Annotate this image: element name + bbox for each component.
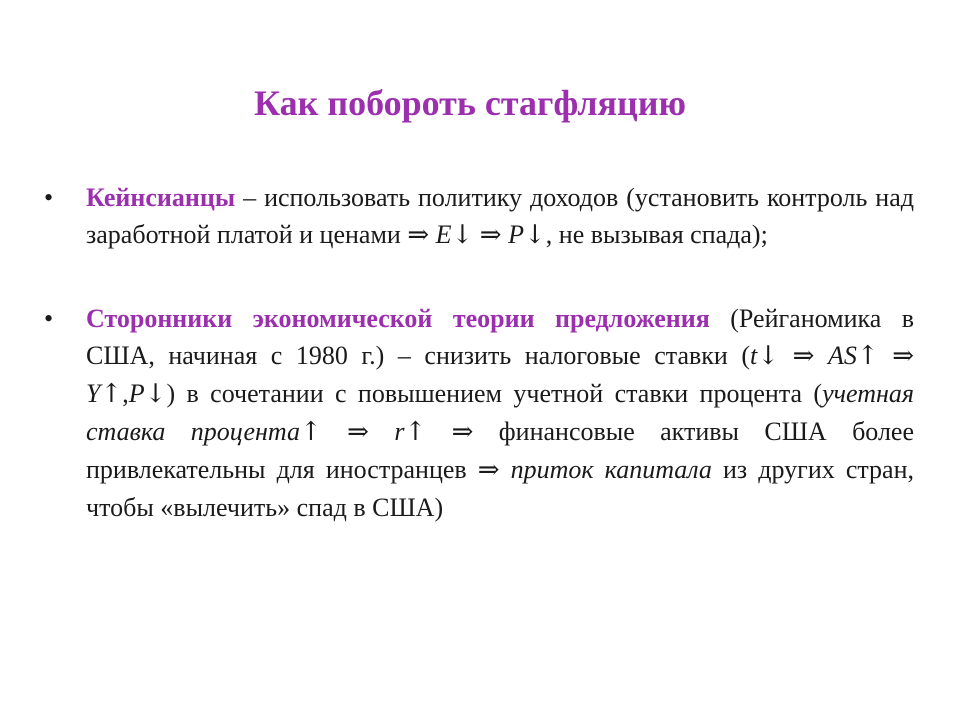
- var-y: Y: [86, 379, 101, 408]
- bullet-keynesians: [44, 179, 914, 254]
- arrow-up-icon: ↑: [100, 379, 123, 409]
- arrow-down-icon: ↓: [144, 379, 167, 409]
- implies-symbol: ⇒: [451, 417, 474, 447]
- rate-italic: учетная ставка процента: [86, 379, 914, 446]
- supply-side-term: Сторонники экономической теории предложения: [86, 304, 710, 333]
- text-segment: – использовать политику доходов (установить контроль над заработной платой и ценами: [86, 183, 914, 249]
- text-segment: ,: [122, 379, 129, 408]
- var-as: AS: [827, 341, 857, 370]
- bullet-supply-side: [44, 300, 914, 526]
- arrow-up-icon: ↑: [300, 417, 322, 447]
- slide-title: Как побороть стагфляцию: [253, 83, 687, 123]
- var-e: E: [435, 220, 452, 249]
- bullet-keynesians-text: [86, 179, 914, 254]
- bullet-dot: •: [44, 183, 54, 212]
- bullet-supply-side-text: [86, 300, 914, 526]
- arrow-down-icon: ↓: [523, 220, 546, 250]
- text-segment: ) в сочетании с повышением учетной ставки процента (: [166, 379, 823, 408]
- var-t: t: [750, 341, 758, 370]
- arrow-up-icon: ↑: [856, 341, 879, 371]
- text-segment: финансовые активы США более привлекательны для иностранцев: [86, 417, 915, 484]
- implies-symbol: ⇒: [479, 220, 502, 250]
- implies-symbol: ⇒: [792, 341, 815, 371]
- text-segment: (Рейганомика в США, начиная с 1980 г.) – снизить налоговые ставки (: [86, 304, 914, 370]
- bullet-dot: •: [44, 304, 54, 333]
- text-segment: , не вызывая спада);: [545, 220, 768, 249]
- keynesians-term: Кейнсианцы: [86, 183, 236, 212]
- inflow-italic: приток капитала: [499, 455, 712, 484]
- var-p: P: [508, 220, 524, 249]
- implies-symbol: ⇒: [892, 341, 915, 371]
- var-r: r: [394, 417, 405, 446]
- text-segment: из других стран, чтобы «вылечить» спад в США): [86, 455, 914, 522]
- arrow-down-icon: ↓: [757, 341, 780, 371]
- implies-symbol: ⇒: [407, 220, 430, 250]
- implies-symbol: ⇒: [347, 417, 369, 447]
- var-p: P: [128, 379, 145, 408]
- implies-symbol: ⇒: [477, 455, 500, 485]
- arrow-down-icon: ↓: [451, 220, 474, 250]
- arrow-up-icon: ↑: [404, 417, 427, 447]
